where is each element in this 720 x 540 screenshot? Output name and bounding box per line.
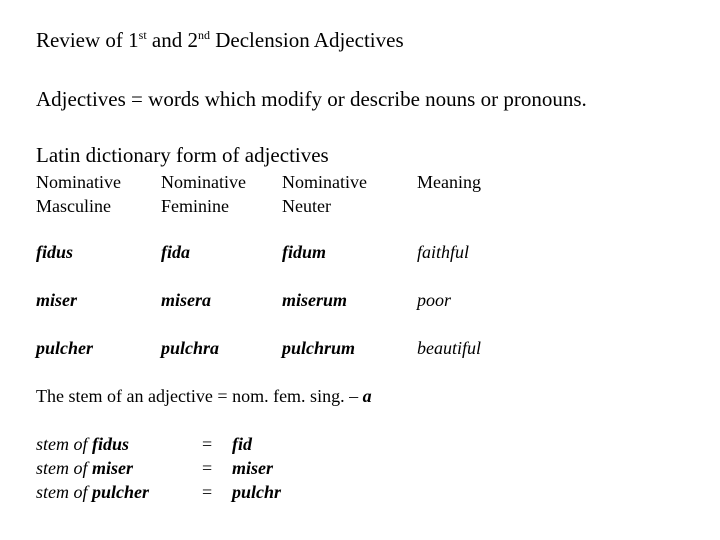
cell-masculine: miser (36, 290, 78, 310)
cell-meaning: faithful (417, 242, 470, 262)
cell-masculine: fidus (36, 242, 74, 262)
header-feminine: Nominative Feminine (161, 172, 246, 216)
header-meaning: Meaning (417, 172, 481, 192)
header-neuter: Nominative Neuter (282, 172, 367, 216)
stem-label: stem of miser (36, 458, 134, 478)
header-masculine: Nominative Masculine (36, 172, 121, 216)
cell-meaning: poor (417, 290, 452, 310)
stem-label: stem of fidus (36, 434, 130, 454)
cell-feminine: misera (161, 290, 212, 310)
equals-sign: = (202, 458, 213, 478)
cell-meaning: beautiful (417, 338, 481, 358)
cell-neuter: fidum (282, 242, 327, 262)
slide-title: Review of 1st and 2nd Declension Adjectives (36, 28, 404, 52)
cell-feminine: fida (161, 242, 190, 262)
equals-sign: = (202, 434, 213, 454)
stem-value: miser (232, 458, 274, 478)
cell-neuter: pulchrum (282, 338, 356, 358)
section-subtitle: Latin dictionary form of adjectives (36, 143, 329, 167)
stem-value: pulchr (232, 482, 282, 502)
stem-rule: The stem of an adjective = nom. fem. sing. – a (36, 386, 372, 406)
cell-masculine: pulcher (36, 338, 94, 358)
stem-label: stem of pulcher (36, 482, 150, 502)
cell-feminine: pulchra (161, 338, 220, 358)
stem-value: fid (232, 434, 252, 454)
equals-sign: = (202, 482, 213, 502)
cell-neuter: miserum (282, 290, 348, 310)
adjective-definition: Adjectives = words which modify or describe nouns or pronouns. (36, 87, 587, 111)
